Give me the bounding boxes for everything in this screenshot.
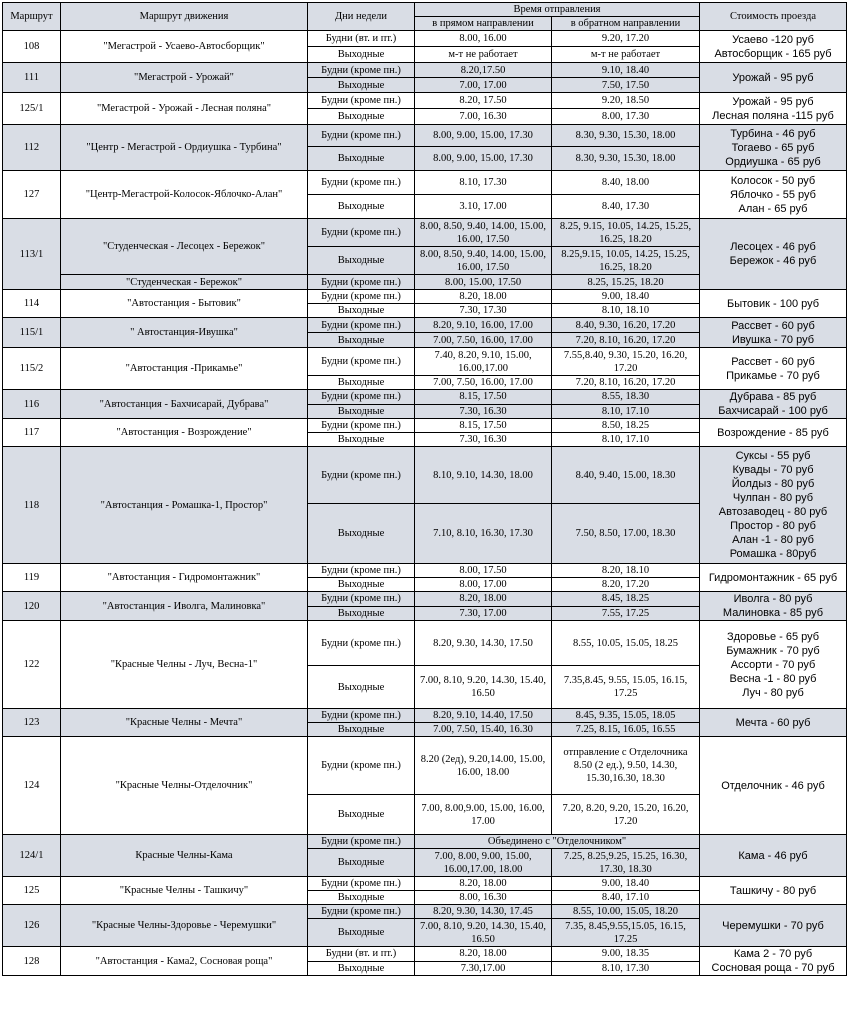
days-cell: Будни (кроме пн.) [308,93,415,109]
table-row [3,219,847,247]
route-name: "Автостанция - Бахчисарай, Дубрава" [61,390,308,419]
header-departure: Время отправления [415,3,700,17]
route-name: "Автостанция - Гидромонтажник" [61,564,308,592]
fare-line: Ромашка - 80руб [729,548,817,560]
days-cell: Выходные [308,666,415,709]
fare-cell [700,63,847,93]
backward-times: 9.20, 17.20 [552,31,700,47]
table-row [3,419,847,433]
forward-times: 8.15, 17.50 [415,390,552,405]
backward-times: 7.20, 8.20, 9.20, 15.20, 16.20, 17.20 [552,795,700,835]
forward-times: 7.30, 16.30 [415,433,552,447]
table-row [3,905,847,919]
fare-line: Ивушка - 70 руб [732,333,814,346]
days-cell: Выходные [308,849,415,877]
fare-line: Иволга - 80 руб [733,593,813,605]
route-name: "Автостанция - Иволга, Малиновка" [61,592,308,621]
fare-cell [700,390,847,419]
fare-cell [700,905,847,947]
days-cell: Будни (кроме пн.) [308,737,415,795]
table-row [3,835,847,849]
fare-line: Автосборщик - 165 руб [714,47,832,60]
fare-line: Весна -1 - 80 руб [729,672,817,685]
route-number: 118 [3,447,61,564]
route-number: 115/2 [3,348,61,390]
table-row [3,621,847,666]
forward-times: 7.00, 8.00,9.00, 15.00, 16.00, 17.00 [415,795,552,835]
route-number: 126 [3,905,61,947]
route-name: "Красные Челны - Луч, Весна-1" [61,621,308,709]
schedule-table [2,2,847,976]
days-cell: Будни (кроме пн.) [308,709,415,723]
days-cell: Выходные [308,47,415,63]
days-cell: Будни (кроме пн.) [308,125,415,147]
forward-times: 8.20, 9.30, 14.30, 17.50 [415,621,552,666]
forward-times: 8.00, 17.50 [415,564,552,578]
route-name: "Красные Челны - Ташкичу" [61,877,308,905]
route-name: "Центр - Мегастрой - Ордиушка - Турбина" [61,125,308,171]
days-cell: Будни (кроме пн.) [308,348,415,376]
fare-line: Алан - 65 руб [738,202,808,215]
header-route: Маршрут [3,3,61,31]
fare-cell [700,709,847,737]
backward-times: 8.10, 17.30 [552,961,700,976]
fare-line: Урожай - 95 руб [732,95,814,108]
days-cell: Будни (вт. и пт.) [308,31,415,47]
route-number: 112 [3,125,61,171]
route-name: Красные Челны-Кама [61,835,308,877]
table-row [3,877,847,891]
fare-line: Простор - 80 руб [730,520,816,532]
fare-line: Сосновая роща - 70 руб [711,962,835,974]
forward-times: 8.15, 17.50 [415,419,552,433]
days-cell: Будни (кроме пн.) [308,419,415,433]
fare-cell [700,318,847,348]
days-cell: Будни (кроме пн.) [308,564,415,578]
merged-note: Объединено с "Отделочником" [415,835,700,849]
header-path: Маршрут движения [61,3,308,31]
days-cell: Выходные [308,606,415,621]
backward-times: 7.50, 17.50 [552,78,700,93]
fare-line: Бережок - 46 руб [729,255,817,267]
fare-line: Ордиушка - 65 руб [725,155,821,168]
route-number: 117 [3,419,61,447]
days-cell: Будни (кроме пн.) [308,390,415,405]
forward-times: 8.00, 16.30 [415,891,552,905]
fare-line: Рассвет - 60 руб [731,355,815,368]
route-number: 119 [3,564,61,592]
backward-times: 8.10, 17.10 [552,404,700,419]
table-row [3,709,847,723]
header-forward: в прямом направлении [415,17,552,31]
backward-times: 8.40, 9.30, 16.20, 17.20 [552,318,700,333]
fare-cell [700,171,847,219]
route-number: 111 [3,63,61,93]
days-cell: Выходные [308,891,415,905]
days-cell: Выходные [308,433,415,447]
fare-line: Ассорти - 70 руб [730,658,816,671]
table-row [3,63,847,78]
backward-times: 8.45, 18.25 [552,592,700,607]
backward-times: 8.10, 17.10 [552,433,700,447]
days-cell: Будни (кроме пн.) [308,592,415,607]
fare-line: Автозаводец - 80 руб [718,506,828,518]
backward-times: 8.40, 17.30 [552,195,700,219]
backward-times: 8.25, 9.15, 10.05, 14.25, 15.25, 16.25, 18.20 [552,219,700,247]
route-name: "Мегастрой - Усаево-Автосборщик" [61,31,308,63]
route-number: 127 [3,171,61,219]
table-row [3,564,847,578]
backward-times: 7.35, 8.45,9.55,15.05, 16.15, 17.25 [552,919,700,947]
forward-times: 8.20, 9.30, 14.30, 17.45 [415,905,552,919]
forward-times: 7.10, 8.10, 16.30, 17.30 [415,504,552,564]
header-days: Дни недели [308,3,415,31]
route-name: "Автостанция - Возрождение" [61,419,308,447]
days-cell: Будни (кроме пн.) [308,219,415,247]
days-cell: Выходные [308,247,415,275]
fare-line: Здоровье - 65 руб [726,630,820,643]
backward-times: 8.55, 18.30 [552,390,700,405]
backward-times: 8.50, 18.25 [552,419,700,433]
table-row [3,592,847,607]
forward-times: 8.10, 9.10, 14.30, 18.00 [415,447,552,504]
backward-times: м-т не работает [552,47,700,63]
forward-times: 8.00, 9.00, 15.00, 17.30 [415,125,552,147]
header-backward: в обратном направлении [552,17,700,31]
route-name: "Автостанция - Бытовик" [61,290,308,318]
days-cell: Выходные [308,578,415,592]
fare-line: Возрождение - 85 руб [717,426,829,439]
fare-line: Лесоцех - 46 руб [730,241,816,253]
table-row [3,171,847,195]
fare-line: Бахчисарай - 100 руб [718,405,828,417]
header-fare: Стоимость проезда [700,3,847,31]
fare-line: Дубрава - 85 руб [729,391,817,403]
days-cell: Будни (кроме пн.) [308,835,415,849]
table-row [3,290,847,304]
fare-line: Кама 2 - 70 руб [733,948,813,960]
forward-times: 7.00, 7.50, 16.00, 17.00 [415,376,552,390]
fare-cell [700,348,847,390]
forward-times: 7.30, 17.00 [415,606,552,621]
backward-times: 9.10, 18.40 [552,63,700,78]
days-cell: Выходные [308,304,415,318]
backward-times: 8.10, 18.10 [552,304,700,318]
backward-times: 7.25, 8.15, 16.05, 16.55 [552,723,700,737]
fare-line: Ташкичу - 80 руб [729,884,817,897]
route-number: 113/1 [3,219,61,290]
table-row [3,348,847,376]
table-body [3,31,847,976]
table-row [3,737,847,795]
table-row [3,947,847,962]
backward-times: 9.00, 18.40 [552,877,700,891]
fare-cell [700,219,847,290]
fare-cell [700,592,847,621]
forward-times: 7.00, 8.00, 9.00, 15.00, 16.00,17.00, 18.00 [415,849,552,877]
backward-times: 8.40, 18.00 [552,171,700,195]
fare-cell [700,125,847,171]
table-row [3,125,847,147]
route-number: 123 [3,709,61,737]
fare-line: Мечта - 60 руб [735,716,811,729]
forward-times: м-т не работает [415,47,552,63]
fare-line: Чулпан - 80 руб [732,492,814,504]
route-name: "Центр-Мегастрой-Колосок-Яблочко-Алан" [61,171,308,219]
days-cell: Выходные [308,919,415,947]
forward-times: 8.00, 15.00, 17.50 [415,275,552,290]
table-header [3,3,847,31]
fare-line: Черемушки - 70 руб [722,919,824,932]
backward-times: 7.35,8.45, 9.55, 15.05, 16.15, 17.25 [552,666,700,709]
forward-times: 7.00, 8.10, 9.20, 14.30, 15.40, 16.50 [415,666,552,709]
forward-times: 7.30,17.00 [415,961,552,976]
forward-times: 8.20, 18.00 [415,947,552,962]
backward-times: 8.30, 9.30, 15.30, 18.00 [552,147,700,171]
fare-cell [700,419,847,447]
route-number: 125 [3,877,61,905]
days-cell: Выходные [308,723,415,737]
days-cell: Выходные [308,109,415,125]
backward-times: 9.00, 18.35 [552,947,700,962]
forward-times: 3.10, 17.00 [415,195,552,219]
route-number: 122 [3,621,61,709]
days-cell: Выходные [308,504,415,564]
days-cell: Выходные [308,333,415,348]
forward-times: 8.20, 17.50 [415,93,552,109]
days-cell: Будни (кроме пн.) [308,171,415,195]
days-cell: Выходные [308,795,415,835]
route-name: "Автостанция - Кама2, Сосновая роща" [61,947,308,976]
backward-times: 8.55, 10.00, 15.05, 18.20 [552,905,700,919]
table-row [3,93,847,109]
table-row [3,31,847,47]
backward-times: 8.40, 9.40, 15.00, 18.30 [552,447,700,504]
backward-times: 9.00, 18.40 [552,290,700,304]
forward-times: 7.30, 16.30 [415,404,552,419]
backward-times: 8.20, 18.10 [552,564,700,578]
days-cell: Будни (кроме пн.) [308,63,415,78]
backward-times: 8.40, 17.10 [552,891,700,905]
days-cell: Выходные [308,376,415,390]
days-cell: Будни (кроме пн.) [308,447,415,504]
fare-cell [700,877,847,905]
fare-line: Кама - 46 руб [738,849,808,862]
fare-line: Рассвет - 60 руб [731,319,815,332]
forward-times: 7.40, 8.20, 9.10, 15.00, 16.00,17.00 [415,348,552,376]
fare-line: Турбина - 46 руб [730,127,816,140]
forward-times: 8.00, 16.00 [415,31,552,47]
days-cell: Будни (кроме пн.) [308,905,415,919]
fare-line: Яблочко - 55 руб [730,188,816,201]
days-cell: Выходные [308,961,415,976]
route-number: 128 [3,947,61,976]
days-cell: Выходные [308,78,415,93]
backward-times: отправление с Отделочника 8.50 (2 ед.), 9.50, 14.30, 15.30,16.30, 18.30 [552,737,700,795]
route-name: "Студенческая - Бережок" [61,275,308,290]
days-cell: Выходные [308,147,415,171]
backward-times: 9.20, 18.50 [552,93,700,109]
backward-times: 7.20, 8.10, 16.20, 17.20 [552,376,700,390]
fare-cell [700,564,847,592]
days-cell: Будни (кроме пн.) [308,275,415,290]
forward-times: 7.00, 8.10, 9.20, 14.30, 15.40, 16.50 [415,919,552,947]
fare-line: Урожай - 95 руб [732,71,814,84]
fare-cell [700,835,847,877]
forward-times: 8.20, 9.10, 16.00, 17.00 [415,318,552,333]
forward-times: 7.00, 16.30 [415,109,552,125]
forward-times: 7.00, 7.50, 15.40, 16.30 [415,723,552,737]
days-cell: Будни (кроме пн.) [308,318,415,333]
backward-times: 8.45, 9.35, 15.05, 18.05 [552,709,700,723]
forward-times: 7.00, 7.50, 16.00, 17.00 [415,333,552,348]
backward-times: 8.20, 17.20 [552,578,700,592]
fare-cell [700,737,847,835]
forward-times: 8.20, 9.10, 14.40, 17.50 [415,709,552,723]
route-number: 115/1 [3,318,61,348]
fare-line: Гидромонтажник - 65 руб [708,571,838,584]
forward-times: 8.00, 8.50, 9.40, 14.00, 15.00, 16.00, 17.50 [415,247,552,275]
forward-times: 8.20 (2ед), 9.20,14.00, 15.00, 16.00, 18.00 [415,737,552,795]
fare-line: Отделочник - 46 руб [721,779,825,792]
fare-cell [700,621,847,709]
table-row [3,318,847,333]
fare-line: Йолдыз - 80 руб [731,478,815,490]
route-name: "Автостанция - Ромашка-1, Простор" [61,447,308,564]
backward-times: 8.25,9.15, 10.05, 14.25, 15.25, 16.25, 18.20 [552,247,700,275]
fare-cell [700,947,847,976]
backward-times: 7.50, 8.50, 17.00, 18.30 [552,504,700,564]
route-number: 108 [3,31,61,63]
route-number: 125/1 [3,93,61,125]
forward-times: 8.10, 17.30 [415,171,552,195]
route-number: 120 [3,592,61,621]
route-name: "Красные Челны - Мечта" [61,709,308,737]
fare-cell [700,93,847,125]
backward-times: 8.00, 17.30 [552,109,700,125]
fare-line: Прикамье - 70 руб [726,369,820,382]
route-name: " Автостанция-Ивушка" [61,318,308,348]
backward-times: 8.30, 9.30, 15.30, 18.00 [552,125,700,147]
route-name: "Мегастрой - Урожай" [61,63,308,93]
forward-times: 7.00, 17.00 [415,78,552,93]
fare-line: Бумажник - 70 руб [726,644,820,657]
backward-times: 8.55, 10.05, 15.05, 18.25 [552,621,700,666]
fare-line: Луч - 80 руб [742,686,804,699]
table-row [3,447,847,504]
days-cell: Будни (кроме пн.) [308,290,415,304]
backward-times: 7.20, 8.10, 16.20, 17.20 [552,333,700,348]
fare-line: Колосок - 50 руб [730,174,816,187]
backward-times: 7.25, 8.25,9.25, 15.25, 16.30, 17.30, 18.30 [552,849,700,877]
days-cell: Выходные [308,404,415,419]
forward-times: 8.00, 17.00 [415,578,552,592]
route-name: "Студенческая - Лесоцех - Бережок" [61,219,308,275]
fare-line: Суксы - 55 руб [735,450,811,462]
fare-line: Малиновка - 85 руб [722,607,824,619]
route-name: "Красные Челны-Отделочник" [61,737,308,835]
days-cell: Выходные [308,195,415,219]
days-cell: Будни (кроме пн.) [308,621,415,666]
route-name: "Автостанция -Прикамье" [61,348,308,390]
route-name: "Мегастрой - Урожай - Лесная поляна" [61,93,308,125]
days-cell: Будни (вт. и пт.) [308,947,415,962]
fare-line: Лесная поляна -115 руб [712,109,834,122]
fare-line: Алан -1 - 80 руб [732,534,814,546]
table-row [3,390,847,405]
fare-cell [700,447,847,564]
fare-line: Усаево -120 руб [732,33,814,46]
route-number: 124/1 [3,835,61,877]
fare-cell [700,31,847,63]
route-number: 114 [3,290,61,318]
forward-times: 8.00, 8.50, 9.40, 14.00, 15.00, 16.00, 17.50 [415,219,552,247]
forward-times: 8.20, 18.00 [415,290,552,304]
route-name: "Красные Челны-Здоровье - Черемушки" [61,905,308,947]
forward-times: 7.30, 17.30 [415,304,552,318]
fare-line: Тогаево - 65 руб [731,141,815,154]
backward-times: 7.55,8.40, 9.30, 15.20, 16.20, 17.20 [552,348,700,376]
fare-cell [700,290,847,318]
forward-times: 8.20, 18.00 [415,592,552,607]
days-cell: Будни (кроме пн.) [308,877,415,891]
forward-times: 8.00, 9.00, 15.00, 17.30 [415,147,552,171]
route-number: 116 [3,390,61,419]
fare-line: Бытовик - 100 руб [726,297,820,310]
forward-times: 8.20,17.50 [415,63,552,78]
route-number: 124 [3,737,61,835]
backward-times: 7.55, 17.25 [552,606,700,621]
forward-times: 8.20, 18.00 [415,877,552,891]
fare-line: Кувады - 70 руб [732,464,814,476]
backward-times: 8.25, 15.25, 18.20 [552,275,700,290]
